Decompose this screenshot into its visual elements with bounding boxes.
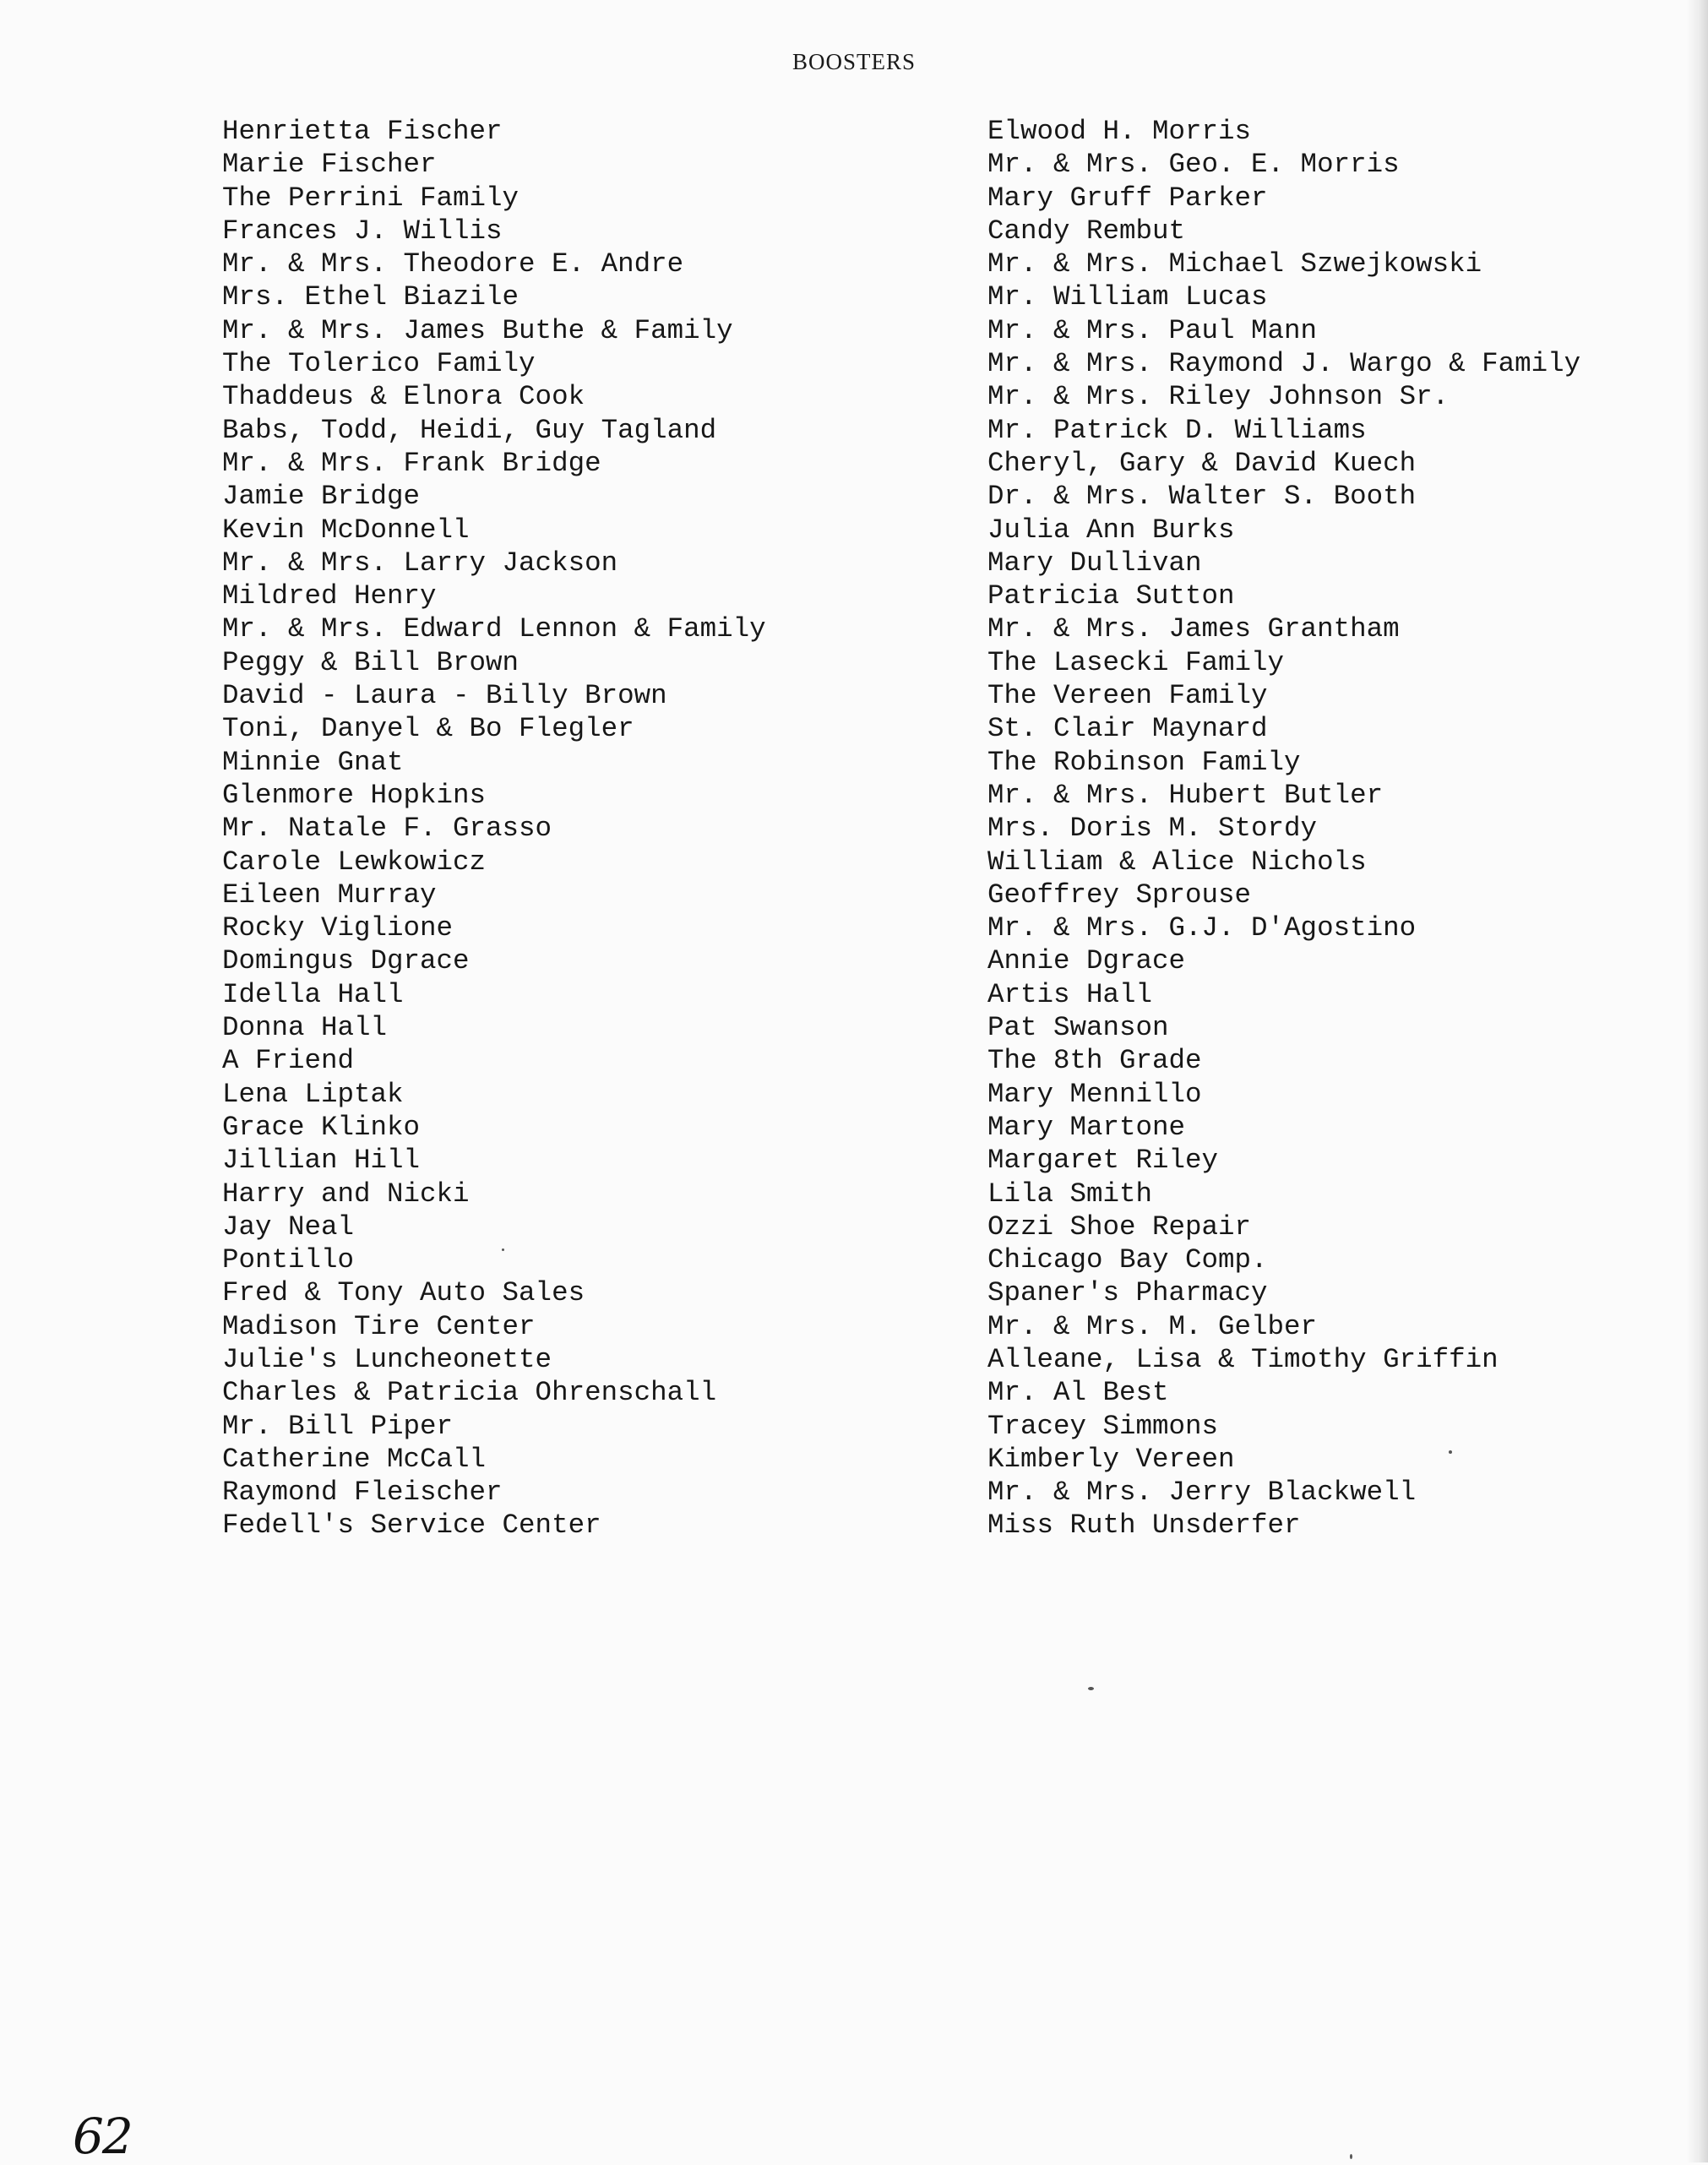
booster-name: A Friend — [222, 1045, 355, 1077]
page-title: BOOSTERS — [791, 49, 917, 74]
booster-name: Kevin McDonnell — [222, 514, 470, 546]
paper-speck — [502, 1248, 504, 1251]
booster-name: Lila Smith — [987, 1178, 1153, 1210]
paper-speck — [1449, 1450, 1452, 1454]
paper-speck — [1088, 1687, 1094, 1690]
booster-name: The Vereen Family — [987, 680, 1268, 712]
booster-name: Mary Gruff Parker — [987, 182, 1268, 214]
booster-name: Mary Dullivan — [987, 547, 1202, 579]
booster-name: Mr. Al Best — [987, 1377, 1169, 1409]
booster-name: The Robinson Family — [987, 746, 1301, 778]
paper-speck — [1350, 2154, 1352, 2159]
booster-name: Mr. & Mrs. Geo. E. Morris — [987, 149, 1400, 181]
booster-name: David - Laura - Billy Brown — [222, 680, 667, 712]
booster-name: Mr. & Mrs. Hubert Butler — [987, 779, 1384, 811]
booster-name: St. Clair Maynard — [987, 713, 1268, 745]
booster-name: Alleane, Lisa & Timothy Griffin — [987, 1343, 1499, 1375]
booster-name: Grace Klinko — [222, 1111, 421, 1143]
booster-name: Glenmore Hopkins — [222, 779, 487, 811]
booster-name: Mr. & Mrs. G.J. D'Agostino — [987, 912, 1417, 944]
booster-name: Lena Liptak — [222, 1078, 404, 1110]
booster-name: Miss Ruth Unsderfer — [987, 1510, 1301, 1542]
booster-name: Rocky Viglione — [222, 912, 454, 944]
booster-name: Donna Hall — [222, 1012, 388, 1044]
booster-name: Mr. & Mrs. Theodore E. Andre — [222, 248, 684, 280]
booster-name: Annie Dgrace — [987, 945, 1186, 977]
booster-name: Minnie Gnat — [222, 746, 404, 778]
booster-name: Frances J. Willis — [222, 215, 503, 247]
booster-name: Artis Hall — [987, 978, 1153, 1010]
booster-name: Margaret Riley — [987, 1145, 1219, 1177]
booster-name: Mr. Natale F. Grasso — [222, 813, 552, 845]
booster-name: The Perrini Family — [222, 182, 519, 214]
booster-name: Babs, Todd, Heidi, Guy Tagland — [222, 414, 717, 446]
booster-name: Elwood H. Morris — [987, 116, 1252, 147]
right-booster-list — [987, 115, 1580, 1542]
booster-name: The Lasecki Family — [987, 646, 1285, 678]
booster-name: Mr. Patrick D. Williams — [987, 414, 1367, 446]
booster-name: Tracey Simmons — [987, 1410, 1219, 1442]
booster-name: Mr. & Mrs. Edward Lennon & Family — [222, 613, 766, 645]
booster-name: Raymond Fleischer — [222, 1477, 503, 1509]
booster-name: Mr. & Mrs. Frank Bridge — [222, 447, 601, 479]
booster-name: The 8th Grade — [987, 1045, 1202, 1077]
booster-name: Mrs. Doris M. Stordy — [987, 813, 1318, 845]
booster-name: Jay Neal — [222, 1210, 355, 1243]
booster-name: Spaner's Pharmacy — [987, 1277, 1268, 1309]
booster-name: Mary Mennillo — [987, 1078, 1202, 1110]
page-number: 62 — [73, 2108, 132, 2165]
booster-name: Mrs. Ethel Biazile — [222, 281, 519, 313]
booster-name: Mr. & Mrs. Paul Mann — [987, 314, 1318, 346]
booster-name: Jamie Bridge — [222, 481, 421, 513]
booster-name: Dr. & Mrs. Walter S. Booth — [987, 481, 1417, 513]
booster-name: Catherine McCall — [222, 1443, 487, 1475]
booster-name: The Tolerico Family — [222, 348, 536, 380]
booster-name: Mr. & Mrs. Larry Jackson — [222, 547, 618, 579]
booster-name: Mr. & Mrs. James Buthe & Family — [222, 314, 733, 346]
booster-name: Mr. William Lucas — [987, 281, 1268, 313]
booster-name: Domingus Dgrace — [222, 945, 470, 977]
booster-name: Harry and Nicki — [222, 1178, 470, 1210]
booster-name: Eileen Murray — [222, 879, 437, 911]
booster-name: Carole Lewkowicz — [222, 846, 487, 878]
booster-name: Pat Swanson — [987, 1012, 1169, 1044]
booster-name: Henrietta Fischer — [222, 116, 503, 147]
booster-name: Chicago Bay Comp. — [987, 1244, 1268, 1276]
booster-name: Fred & Tony Auto Sales — [222, 1277, 585, 1309]
booster-name: Mr. & Mrs. James Grantham — [987, 613, 1400, 645]
booster-name: Madison Tire Center — [222, 1310, 536, 1342]
booster-name: Geoffrey Sprouse — [987, 879, 1252, 911]
booster-name: Charles & Patricia Ohrenschall — [222, 1377, 717, 1409]
booster-name: Idella Hall — [222, 978, 404, 1010]
booster-name: Toni, Danyel & Bo Flegler — [222, 713, 634, 745]
booster-name: Patricia Sutton — [987, 580, 1235, 612]
page-edge-shadow — [1686, 0, 1708, 2162]
booster-name: Pontillo — [222, 1244, 355, 1276]
booster-name: Mr. & Mrs. Jerry Blackwell — [987, 1477, 1417, 1509]
booster-name: Peggy & Bill Brown — [222, 646, 519, 678]
booster-name: Mary Martone — [987, 1111, 1186, 1143]
booster-name: Kimberly Vereen — [987, 1443, 1235, 1475]
booster-name: Julie's Luncheonette — [222, 1343, 552, 1375]
booster-name: Mr. & Mrs. Raymond J. Wargo & Family — [987, 348, 1581, 380]
booster-name: Fedell's Service Center — [222, 1510, 601, 1542]
booster-name: Mr. Bill Piper — [222, 1410, 454, 1442]
booster-name: William & Alice Nichols — [987, 846, 1367, 878]
booster-name: Mr. & Mrs. Michael Szwejkowski — [987, 248, 1482, 280]
booster-name: Candy Rembut — [987, 215, 1186, 247]
booster-name: Jillian Hill — [222, 1145, 421, 1177]
booster-name: Mr. & Mrs. M. Gelber — [987, 1310, 1318, 1342]
booster-name: Mildred Henry — [222, 580, 437, 612]
booster-name: Marie Fischer — [222, 149, 437, 181]
booster-name: Cheryl, Gary & David Kuech — [987, 447, 1417, 479]
booster-name: Julia Ann Burks — [987, 514, 1235, 546]
left-booster-list — [222, 115, 766, 1542]
booster-name: Thaddeus & Elnora Cook — [222, 381, 585, 413]
booster-name: Mr. & Mrs. Riley Johnson Sr. — [987, 381, 1450, 413]
booster-name: Ozzi Shoe Repair — [987, 1210, 1252, 1243]
